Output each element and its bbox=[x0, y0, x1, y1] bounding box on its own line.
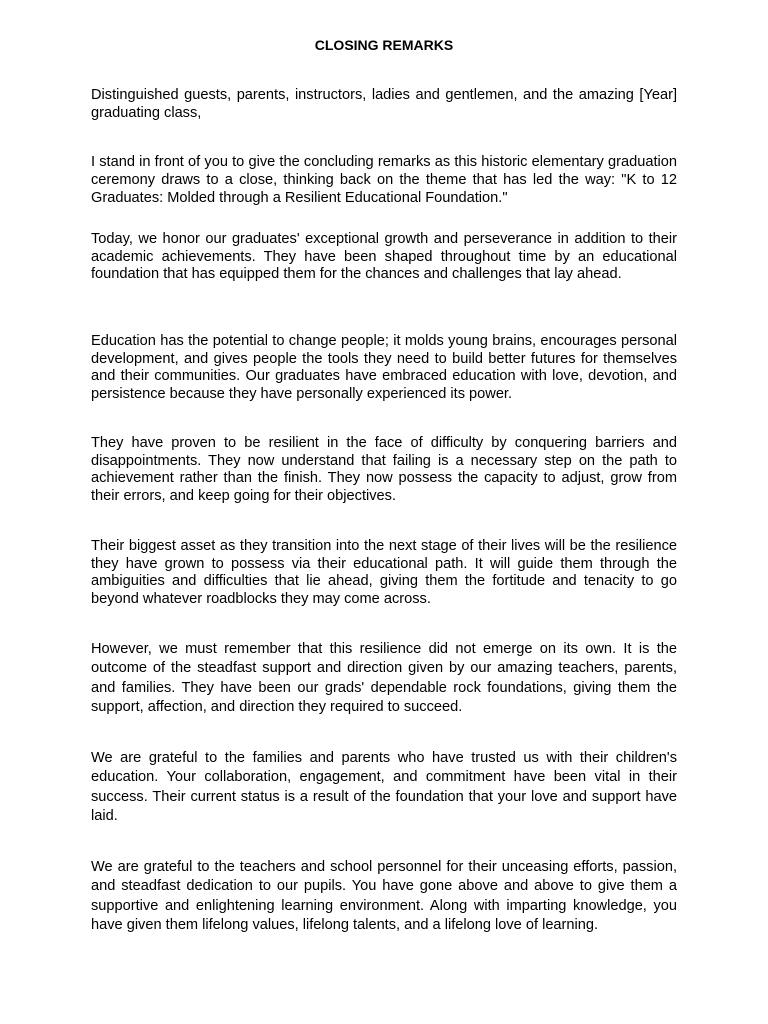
paragraph-education: Education has the potential to change people; it molds young brains, encourages personal development, and gives people the tools they need to build better futures for themselves and their communities. Our graduates have embraced education with love, devotion, and persistence because they have personally experienced its power. bbox=[91, 333, 677, 403]
paragraph-biggest-asset: Their biggest asset as they transition into the next stage of their lives will be the resilience they have grown to possess via their educational path. It will guide them through the ambiguities and difficulties that lie ahead, giving them the fortitude and tenacity to go beyond whatever roadblocks they may come across. bbox=[91, 538, 677, 608]
paragraph-salutation: Distinguished guests, parents, instructors, ladies and gentlemen, and the amazing [Year] graduating class, bbox=[91, 87, 677, 121]
paragraph-support: However, we must remember that this resilience did not emerge on its own. It is the outcome of the steadfast support and direction given by our amazing teachers, parents, and families. They have been our grads' dependable rock foundations, giving them the support, affection, and direction they required to succeed. bbox=[91, 641, 677, 716]
paragraph-resilience: They have proven to be resilient in the face of difficulty by conquering barriers and disappointments. They now understand that failing is a necessary step on the path to achievement rather than the finish. They now possess the capacity to adjust, grow from their errors, and keep going for their objectives. bbox=[91, 435, 677, 505]
paragraph-theme: I stand in front of you to give the concluding remarks as this historic elementary graduation ceremony draws to a close, thinking back on the theme that has led the way: "K to 12 Graduates: Molded through a Resilient Educational Foundation." bbox=[91, 154, 677, 206]
paragraph-thanks-teachers: We are grateful to the teachers and school personnel for their unceasing efforts, passion, and steadfast dedication to our pupils. You have gone above and above to give them a supportive and enlightening learning environment. Along with imparting knowledge, you have given them lifelong values, lifelong talents, and a lifelong love of learning. bbox=[91, 859, 677, 934]
paragraph-thanks-families: We are grateful to the families and parents who have trusted us with their children's education. Your collaboration, engagement, and commitment have been vital in their success. Their current status is a result of the foundation that your love and support have laid. bbox=[91, 750, 677, 825]
document-title: CLOSING REMARKS bbox=[314, 37, 454, 53]
paragraph-honor-graduates: Today, we honor our graduates' exceptional growth and perseverance in addition to their academic achievements. They have been shaped throughout time by an educational foundation that has equipped them for the chances and challenges that lay ahead. bbox=[91, 231, 677, 283]
